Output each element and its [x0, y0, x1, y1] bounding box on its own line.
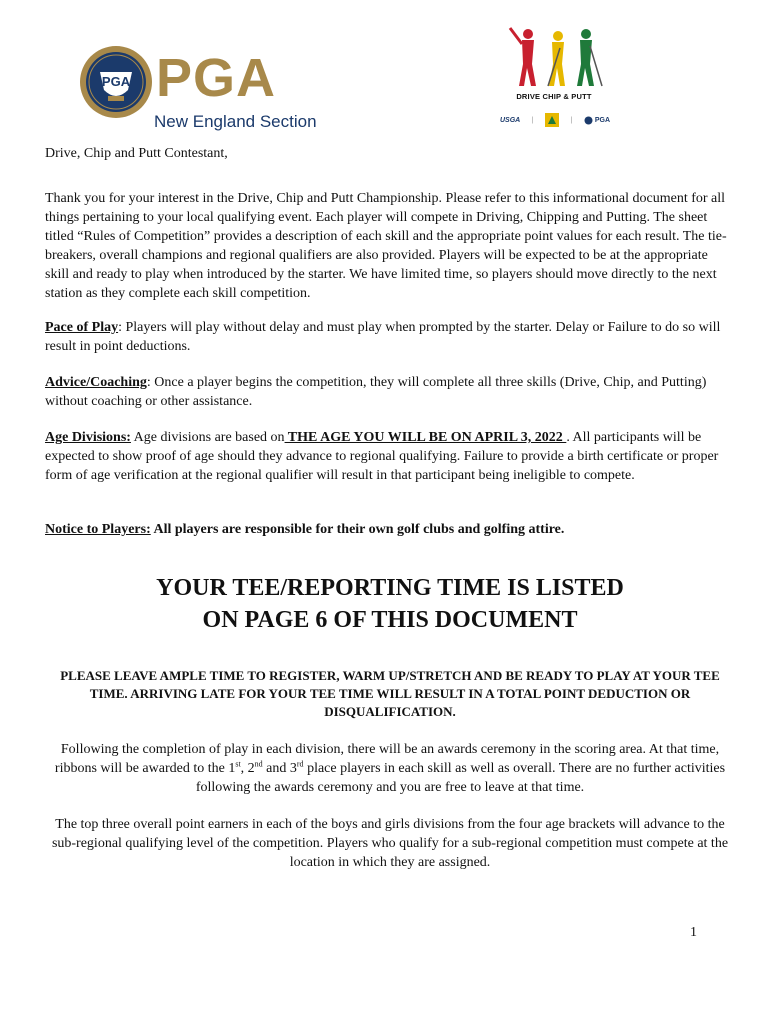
notice-to-players-text: All players are responsible for their own golf clubs and golfing attire.: [150, 522, 565, 537]
pace-of-play-label: Pace of Play: [45, 320, 119, 335]
partner-separator-2: |: [570, 116, 573, 124]
notice-to-players-paragraph: [45, 520, 735, 539]
partner-logos: [500, 112, 610, 128]
arrival-warning: PLEASE LEAVE AMPLE TIME TO REGISTER, WARM UP/STRETCH AND BE READY TO PLAY AT YOUR TEE TIME. ARRIVING LATE FOR YOUR TEE TIME WILL RESULT IN A TOTAL POINT DEDUCTION OR DISQUALIFICATION.: [60, 668, 720, 719]
pga-seal-icon: [78, 44, 154, 120]
awards-sup-2: nd: [254, 759, 263, 769]
awards-text-3: and 3: [262, 761, 297, 776]
tee-time-heading: [40, 572, 740, 636]
usga-logo: USGA: [500, 116, 521, 124]
tee-time-heading-line1: YOUR TEE/REPORTING TIME IS LISTED: [156, 575, 624, 601]
notice-to-players-label: Notice to Players:: [45, 522, 151, 537]
age-divisions-label: Age Divisions:: [45, 430, 131, 445]
awards-paragraph: [45, 740, 735, 797]
advice-coaching-text: Once a player begins the competition, they will complete all three skills (Drive, Chip, and Putting) without coaching or other assistance.: [45, 375, 707, 409]
svg-text:PGA: PGA: [101, 74, 131, 89]
advice-coaching-sep: :: [146, 375, 151, 390]
pga-wordmark: PGA: [156, 48, 277, 108]
tee-time-heading-line2: ON PAGE 6 OF THIS DOCUMENT: [202, 607, 578, 633]
age-divisions-paragraph: [45, 428, 735, 485]
awards-text-2: , 2: [240, 761, 255, 776]
awards-text-1: Following the completion of play in each division, there will be an awards ceremony in the scoring area. At that time, ribbons will be awarded to the 1: [54, 742, 720, 776]
advice-coaching-label: Advice/Coaching: [45, 375, 147, 390]
salutation: Drive, Chip and Putt Contestant,: [45, 146, 228, 161]
advice-coaching-paragraph: [45, 373, 735, 411]
partner-separator: |: [531, 116, 534, 124]
age-cutoff-date: THE AGE YOU WILL BE ON APRIL 3, 2022: [284, 430, 567, 445]
awards-sup-3: rd: [296, 759, 304, 769]
age-divisions-text-a: Age divisions are based on: [130, 430, 285, 445]
pace-of-play-paragraph: [45, 318, 735, 356]
masters-logo-icon: [545, 113, 559, 127]
pace-of-play-sep: :: [118, 320, 122, 335]
intro-paragraph: Thank you for your interest in the Drive, Chip and Putt Championship. Please refer to this informational document for all things pertaining to your local qualifying event. Each player will compete in Driving, Chipping and Putting. The sheet titled “Rules of Competition” provides a description of each skill and the appropriate point values for each result. The tie-breakers, overall champions and regional qualifiers are also provided. Players will be expected to be at the appropriate skill and ready to play when introduced by the starter. We have limited time, so players should move directly to the next station as they complete each skill competition.: [45, 191, 727, 301]
pga-small-seal-icon: [584, 116, 593, 125]
page-number: 1: [690, 925, 697, 940]
awards-text-4: place players in each skill as well as overall. There are no further activities following the awards ceremony and you are free to leave at that time.: [195, 761, 726, 795]
drive-chip-putt-title: DRIVE CHIP & PUTT: [516, 92, 592, 101]
pga-small-logo: [584, 116, 610, 125]
pga-small-text: PGA: [594, 116, 610, 124]
age-divisions-text-b: . All participants will be expected to show proof of age should they advance to regional qualifying. Failure to provide a birth certificate or proper form of age verification at the regional qualifier will result in that participant being ineligible to compete.: [45, 430, 719, 483]
awards-sup-1: st: [235, 759, 241, 769]
drive-chip-putt-logo: [498, 24, 612, 132]
pga-new-england-logo: [78, 44, 348, 134]
pace-of-play-text: Players will play without delay and must play when prompted by the starter. Delay or Failure to do so will result in point deductions.: [45, 320, 721, 354]
advancement-paragraph: The top three overall point earners in each of the boys and girls divisions from the four age brackets will advance to the sub-regional qualifying level of the competition. Players who qualify for a sub-regional competition must compete at the location in which they are assigned.: [51, 817, 729, 870]
golfers-icon: [498, 24, 612, 90]
pga-section-name: New England Section: [154, 112, 317, 131]
